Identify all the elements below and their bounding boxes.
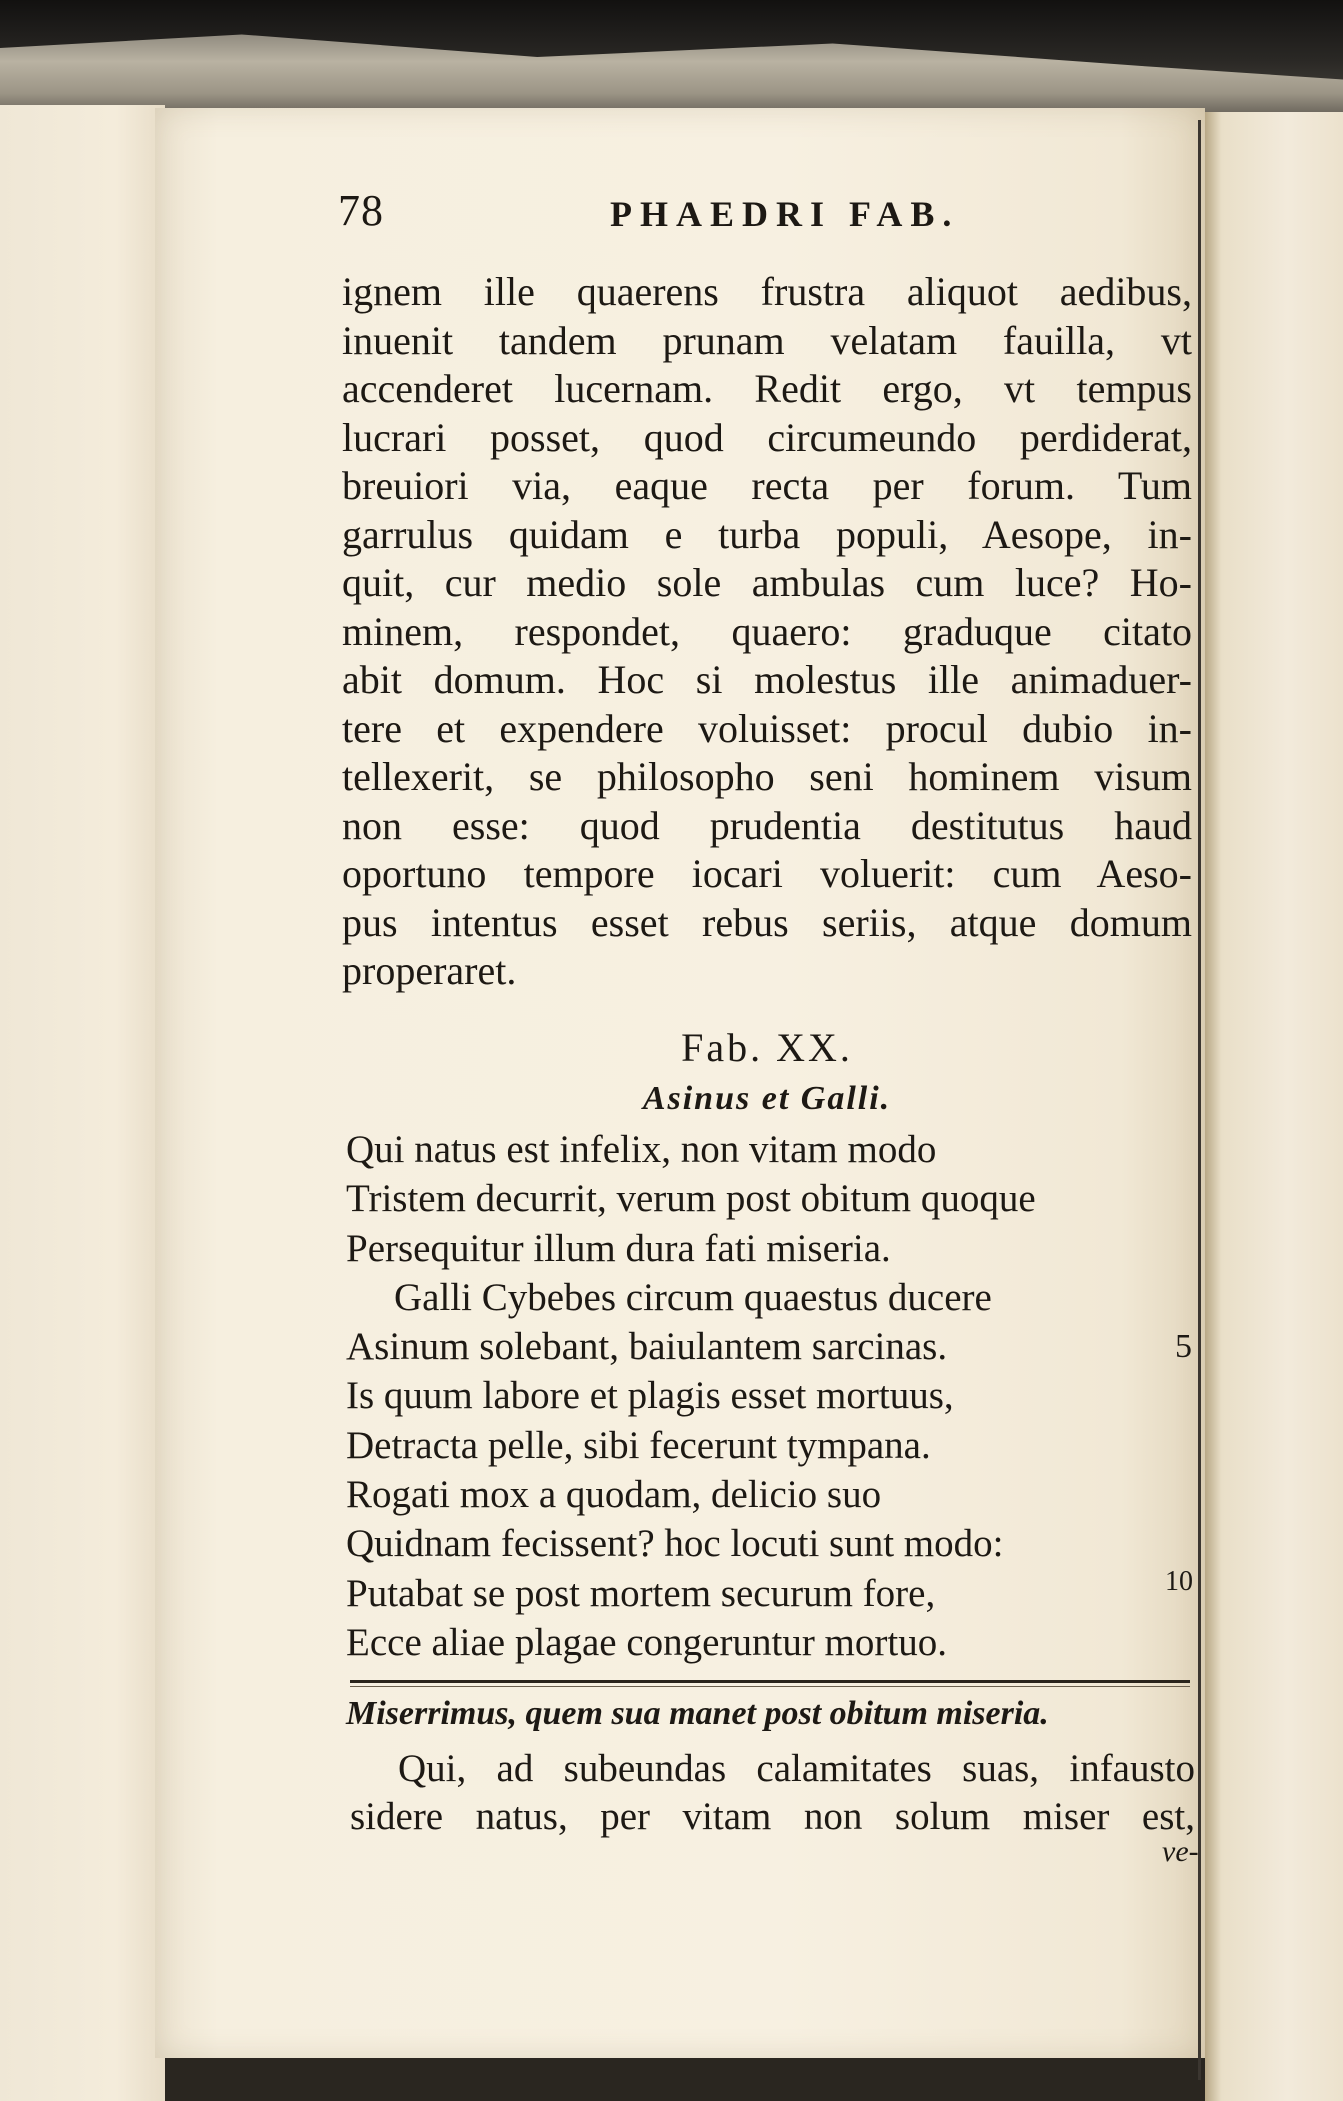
verse-line: Detracta pelle, sibi fecerunt tympana.	[346, 1423, 931, 1467]
prose-line: minem, respondet, quaero: graduque citato	[342, 608, 1192, 654]
prose-line: oportuno tempore iocari voluerit: cum Aeso-	[342, 851, 1192, 896]
prose-line: accenderet lucernam. Redit ergo, vt tempus	[342, 366, 1192, 411]
prose-line: tellexerit, se philosopho seni hominem visum	[342, 754, 1192, 799]
verse-line: Asinum solebant, baiulantem sarcinas.	[346, 1325, 948, 1369]
verse-line: Is quum labore et plagis esset mortuus,	[346, 1374, 954, 1418]
verse-line: Tristem decurrit, verum post obitum quoque	[346, 1177, 1036, 1221]
page-number: 78	[338, 186, 384, 235]
verse-block	[346, 1125, 1196, 1667]
verse-line: Qui natus est infelix, non vitam modo	[346, 1128, 937, 1171]
prose-line: inuenit tandem prunam velatam fauilla, vt	[342, 317, 1192, 363]
running-head: PHAEDRI FAB.	[610, 194, 960, 234]
note-heading: Miserrimus, quem sua manet post obitum miseria.	[346, 1695, 1049, 1732]
prose-line: tere et expendere voluisset: procul dubio in-	[342, 705, 1192, 751]
prose-line: abit domum. Hoc si molestus ille animaduer-	[342, 657, 1192, 702]
catchword: ve-	[1162, 1835, 1199, 1868]
prose-line: quit, cur medio sole ambulas cum luce? Ho-	[342, 560, 1192, 605]
note-block	[350, 1745, 1195, 1841]
divider-rule-thin	[350, 1686, 1190, 1687]
prose-line: ignem ille quaerens frustra aliquot aedibus,	[342, 269, 1192, 314]
prose-line: non esse: quod prudentia destitutus haud	[342, 802, 1192, 848]
note-line: sidere natus, per vitam non solum miser est,	[350, 1795, 1195, 1838]
prose-line: garrulus quidam e turba populi, Aesope, in-	[342, 511, 1192, 557]
divider-rule	[350, 1680, 1190, 1683]
prose-block	[342, 268, 1192, 996]
verse-line: Quidnam fecissent? hoc locuti sunt modo:	[346, 1522, 1004, 1566]
line-marker-5: 5	[1175, 1328, 1192, 1365]
prose-line: breuiori via, eaque recta per forum. Tum	[342, 463, 1192, 508]
fable-subtitle: Asinus et Galli.	[642, 1080, 892, 1117]
prose-line: pus intentus esset rebus seriis, atque domum	[342, 899, 1192, 945]
page-header	[338, 185, 1168, 245]
prose-line: properaret.	[342, 948, 517, 993]
verse-line: Persequitur illum dura fati miseria.	[346, 1226, 891, 1270]
note-line: Qui, ad subeundas calamitates suas, infausto	[398, 1747, 1195, 1790]
verse-line: Putabat se post mortem securum fore,	[346, 1571, 936, 1615]
line-marker-10: 10	[1165, 1566, 1193, 1597]
verse-line: Rogati mox a quodam, delicio suo	[346, 1473, 882, 1517]
verse-line: Ecce aliae plagae congeruntur mortuo.	[346, 1620, 947, 1664]
verse-line: Galli Cybebes circum quaestus ducere	[394, 1275, 992, 1319]
prose-line: lucrari posset, quod circumeundo perdiderat,	[342, 414, 1192, 460]
fable-title: Fab. XX.	[681, 1025, 853, 1070]
